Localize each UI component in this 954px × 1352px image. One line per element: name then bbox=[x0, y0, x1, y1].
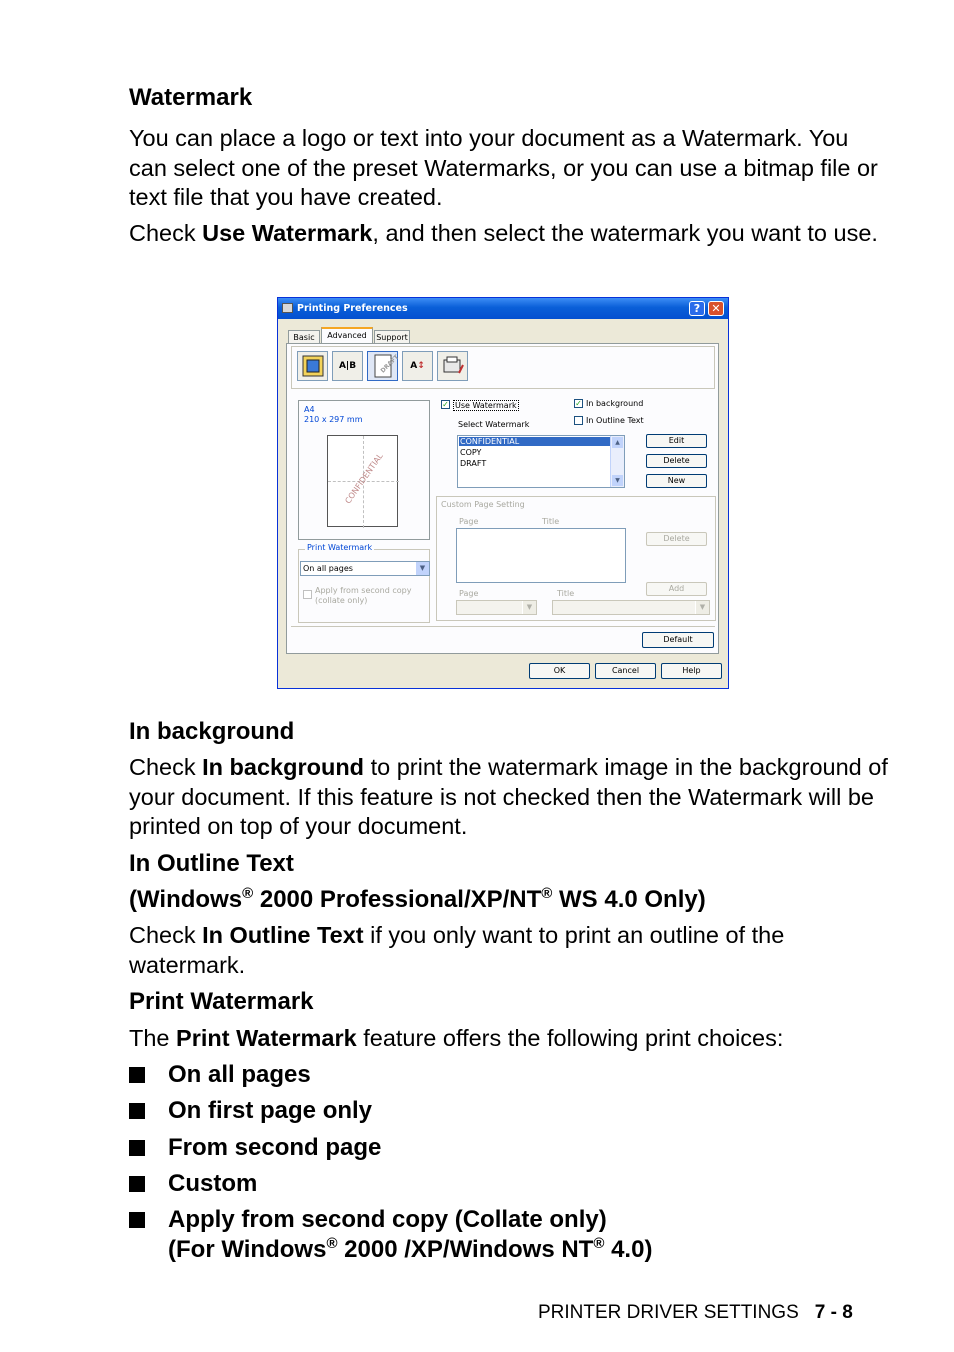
bullet-os-note bbox=[168, 1235, 652, 1265]
registered-mark: ® bbox=[326, 1235, 338, 1252]
paper-size: A4 bbox=[304, 405, 315, 414]
quality-icon[interactable] bbox=[297, 351, 328, 381]
in-outline-text-heading: In Outline Text bbox=[129, 850, 294, 877]
text: WS 4.0 Only) bbox=[552, 886, 706, 913]
in-background-checkbox[interactable]: ✓ bbox=[575, 399, 582, 408]
list-item[interactable]: COPY bbox=[460, 448, 482, 457]
printer-icon bbox=[282, 303, 293, 313]
printing-preferences-dialog bbox=[277, 297, 729, 689]
text: 2000 /XP/Windows NT bbox=[337, 1236, 594, 1263]
in-background-paragraph bbox=[129, 753, 889, 842]
tab-basic[interactable]: Basic bbox=[288, 330, 320, 344]
cancel-button[interactable]: Cancel bbox=[595, 663, 656, 679]
page-heading: Watermark bbox=[129, 84, 253, 111]
close-icon[interactable]: ✕ bbox=[708, 301, 724, 316]
preview-watermark-text: CONFIDENTIAL bbox=[343, 451, 385, 506]
in-outline-text-label: In Outline Text bbox=[586, 416, 644, 425]
bold-term: Print Watermark bbox=[176, 1025, 357, 1051]
page-setting-glyph: A bbox=[410, 361, 418, 371]
print-watermark-value: On all pages bbox=[303, 564, 353, 573]
bullet-icon bbox=[129, 1067, 145, 1083]
in-outline-text-checkbox[interactable] bbox=[574, 416, 583, 425]
intro-instruction bbox=[129, 219, 889, 249]
edit-button[interactable]: Edit bbox=[646, 434, 707, 448]
bullet-icon bbox=[129, 1176, 145, 1192]
tab-advanced[interactable]: Advanced bbox=[321, 327, 373, 344]
print-watermark-paragraph bbox=[129, 1024, 889, 1054]
custom-page-list[interactable] bbox=[456, 528, 626, 583]
text: Check bbox=[129, 922, 203, 948]
duplex-icon[interactable]: A|B bbox=[332, 351, 363, 381]
text: The bbox=[129, 1025, 177, 1051]
page-setting-icon[interactable]: A↕ bbox=[402, 351, 433, 381]
help-icon[interactable]: ? bbox=[689, 301, 705, 316]
bullet-text: Apply from second copy (Collate only) bbox=[168, 1206, 607, 1233]
list-scrollbar[interactable] bbox=[610, 436, 624, 487]
text: (For Windows bbox=[168, 1236, 327, 1263]
watermark-icon[interactable] bbox=[367, 351, 398, 381]
print-watermark-label: Print Watermark bbox=[307, 543, 373, 552]
footer-section: PRINTER DRIVER SETTINGS bbox=[538, 1302, 799, 1323]
apply-second-copy-checkbox[interactable] bbox=[303, 590, 312, 599]
page-field-label: Page bbox=[459, 589, 479, 598]
divider bbox=[291, 626, 715, 627]
text: Check bbox=[129, 754, 203, 780]
text: 2000 Professional/XP/NT bbox=[253, 886, 542, 913]
bullet-icon bbox=[129, 1212, 145, 1228]
text: , and then select the watermark you want to use. bbox=[372, 220, 878, 246]
text: if you only want to print an outline of the watermark. bbox=[129, 922, 785, 978]
help-button[interactable]: Help bbox=[661, 663, 722, 679]
in-background-heading: In background bbox=[129, 718, 295, 745]
apply-second-copy-label: Apply from second copy (collate only) bbox=[315, 586, 412, 605]
custom-page-setting-label: Custom Page Setting bbox=[441, 500, 525, 509]
chevron-down-icon: ▼ bbox=[695, 601, 709, 614]
page-footer bbox=[538, 1301, 853, 1325]
text: 4.0) bbox=[604, 1236, 653, 1263]
title-select[interactable] bbox=[552, 600, 710, 615]
chevron-down-icon[interactable]: ▼ bbox=[612, 475, 623, 486]
bullet-text: From second page bbox=[168, 1134, 382, 1161]
bullet-text: On first page only bbox=[168, 1097, 373, 1124]
text: Check bbox=[129, 220, 203, 246]
tab-support[interactable]: Support bbox=[374, 330, 410, 344]
print-watermark-heading: Print Watermark bbox=[129, 988, 314, 1015]
delete-button[interactable]: Delete bbox=[646, 454, 707, 468]
select-watermark-label: Select Watermark bbox=[458, 420, 530, 429]
ok-button[interactable]: OK bbox=[529, 663, 590, 679]
intro-paragraph: You can place a logo or text into your document as a Watermark. You can select one of the preset Watermarks, or you can use a bitmap file or text file that you have created. bbox=[129, 125, 878, 210]
new-button[interactable]: New bbox=[646, 474, 707, 488]
dialog-title: Printing Preferences bbox=[297, 303, 408, 314]
registered-mark: ® bbox=[593, 1235, 605, 1252]
delete-custom-button[interactable]: Delete bbox=[646, 532, 707, 546]
default-button[interactable]: Default bbox=[642, 632, 714, 648]
chevron-up-icon[interactable]: ▲ bbox=[612, 437, 623, 448]
chevron-down-icon: ▼ bbox=[415, 562, 429, 575]
bullet-text: Custom bbox=[168, 1170, 258, 1197]
text: (Windows bbox=[129, 886, 243, 913]
bullet-icon bbox=[129, 1103, 145, 1119]
use-watermark-checkbox[interactable]: ✓ bbox=[442, 400, 449, 409]
title-bar bbox=[278, 298, 728, 319]
bold-term: In background bbox=[202, 754, 365, 780]
page-preview bbox=[327, 435, 398, 527]
paper-dimensions: 210 x 297 mm bbox=[304, 415, 363, 424]
print-watermark-select[interactable] bbox=[300, 561, 430, 576]
add-button[interactable]: Add bbox=[646, 582, 707, 596]
title-field-label: Title bbox=[557, 589, 575, 598]
chevron-down-icon: ▼ bbox=[522, 601, 536, 614]
use-watermark-label: Use Watermark bbox=[455, 401, 517, 410]
in-outline-text-paragraph bbox=[129, 921, 889, 980]
watermark-list[interactable] bbox=[457, 435, 625, 488]
list-item[interactable]: DRAFT bbox=[460, 459, 487, 468]
registered-mark: ® bbox=[242, 885, 254, 902]
in-background-label: In background bbox=[586, 399, 644, 408]
column-title: Title bbox=[542, 517, 560, 526]
advanced-panel bbox=[286, 343, 719, 654]
bullet-text: On all pages bbox=[168, 1061, 311, 1088]
column-page: Page bbox=[459, 517, 479, 526]
page-number: 7 - 8 bbox=[814, 1302, 853, 1323]
text: to print the watermark image in the background of your document. If this feature is not checked then the Watermark will be printed on top of your document. bbox=[129, 754, 888, 839]
outline-os-note bbox=[129, 885, 706, 915]
list-item[interactable]: CONFIDENTIAL bbox=[459, 437, 612, 446]
bullet-icon bbox=[129, 1140, 145, 1156]
registered-mark: ® bbox=[541, 885, 553, 902]
bold-term: In Outline Text bbox=[202, 922, 364, 948]
text: feature offers the following print choices: bbox=[356, 1025, 784, 1051]
bold-term: Use Watermark bbox=[202, 220, 373, 246]
svg-text:DRAFT: DRAFT bbox=[378, 353, 400, 375]
page-select[interactable] bbox=[456, 600, 537, 615]
device-options-icon[interactable] bbox=[437, 351, 468, 381]
